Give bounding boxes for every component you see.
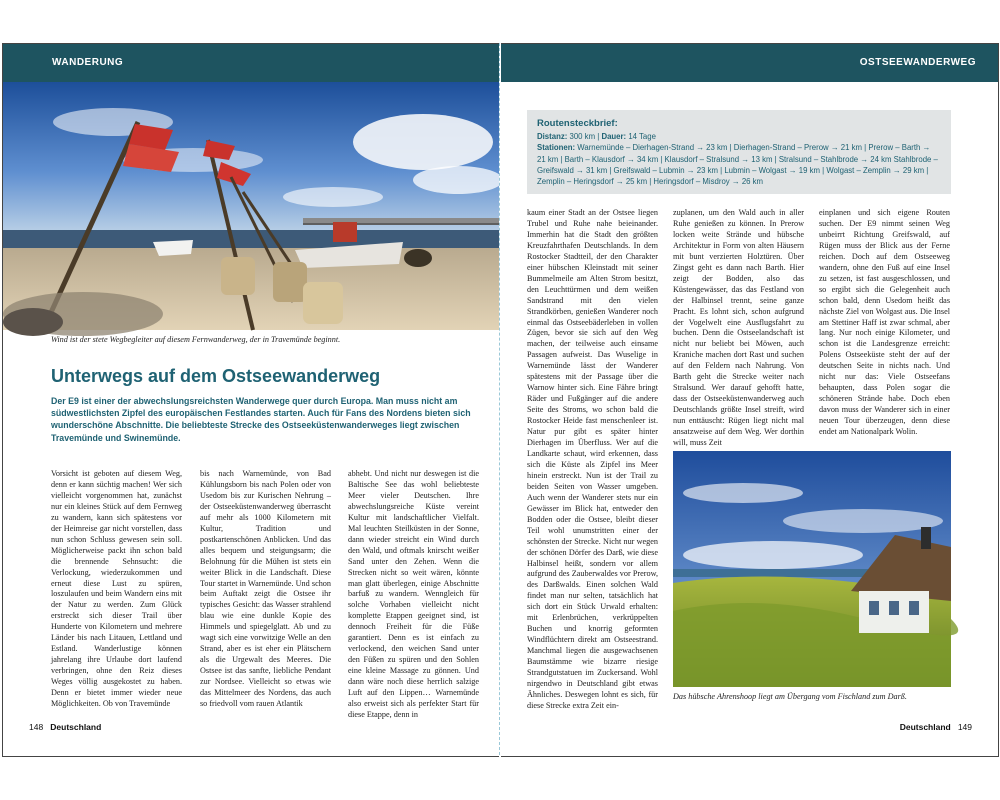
left-text-column-2: bis nach Warnemünde, von Bad Kühlungsborn bis nach Polen oder von Usedom bis zur Kurischen Nehrung – der Ostseeküstenwanderweg überrascht auf mehr als 1000 Kilometern mit Kultur, Tradition und postkartenschönen Anblicken. Und das alles bequem und steigungsarm; die Belohnung für die Mühen ist stets ein weiter Blick in die Landschaft. Diese Tour startet in Warnemünde. Und schon beim Auftakt zeigt die Ostsee ihr typisches Gesicht: das Wasser strahlend blau wie eine dunkle Kopie des Himmels und spiegelglatt. Ab und zu wagt sich eine vorwitzige Welle an den Strand, aber es ist eher ein Plätschern als die Urgewalt des Meeres. Die Ostsee ist das sanfte, liebliche Pendant zur Nordsee. Vielleicht so etwas wie das Mittelmeer des Nordens, das auch so friedvoll vom rauen Atlantik — [200, 469, 331, 709]
section-label: WANDERUNG — [52, 57, 124, 68]
left-page — [2, 43, 499, 757]
right-text-column-1: kaum einer Stadt an der Ostsee liegen Trubel und Ruhe nahe beieinander. Immerhin hat die Stadt den größten Kreuzfahrthafen Deutschlands. In dem Rostocker Stadtteil, der den Charakter einer hübschen Kleinstadt mit seiner Bummelmeile am Alten Strom besitzt, den Leuchttürmen und dem weißen Sandstrand mit den vielen Strandkörben, genießen Wanderer noch einmal das Ostseebäderleben in vollen Zügen, bevor sie sich auf den Weg machen, der teilweise auch einsame Passagen aufweist. Das Wuselige in Warnemünde lässt der Wanderer spätestens mit der Passage über die Warnow hinter sich. Eine Fähre bringt Räder und Fußgänger auf die andere Seite des Stroms, wo schon bald die Rostocker Heide fast menschenleer ist. Natur pur gibt es später hinter Dierhagen im Überfluss. Wer auf die Landkarte schaut, wird erkennen, dass sich die Küste als Zipfel ins Meer hinein erstreckt. Nun ist der Trail zu beiden Seiten von Wasser umgeben. Auch wenn der Wanderer stets nur ein Gewässer im Blick hat, entweder den Bodden oder die Ostsee, bleibt dieser Teil wohl unumstritten einer der schönsten der Strecke. Nicht nur wegen der schönen Dörfer des Darß, wie diese Halbinsel heißt, sondern vor allem aufgrund des Zauberwaldes vor Prerow, des Darßwalds. Einen solchen Wald findet man nur selten, tatsächlich hat sich dort ein Stück Urwald erhalten: mit Erlenbrüchen, verkrüppelten Buchen und knorrig geformten Windflüchtern direkt am Ostseestrand. Manchmal liegen die ausgewachsenen Baumstämme wie bizarre riesige Strandgutstatuen im Zuckersand. Wohl nirgendwo in Deutschland gibt etwas Ähnliches. Deswegen lohnt es sich, für diese Strecke extra Zeit ein- — [527, 208, 658, 710]
right-footer-label: Deutschland — [899, 722, 951, 732]
right-text-column-2: zuplanen, um den Wald auch in aller Ruhe genießen zu können. In Prerow locken weite Strände und hübsche Architektur in Form von alten Häusern mit bunt verzierten Holztüren. Über Zingst geht es dann nach Barth. Hier zeigt der Bodden, also das Küstengewässer, das das Festland von der Halbinsel trennt, seine ganze Pracht. Es lohnt sich, schon aufgrund der Vogelwelt eine Ausflugsfahrt zu buchen. Denn die Ostseelandschaft ist nicht nur beliebt bei Möwen, auch Kraniche machen dort Rast und suchen auf den Feldern nach Nahrung. Von Barth geht die Strecke weiter nach Stralsund. Wer darauf gehofft hatte, dass der Ostseeküstenwanderweg auch Deutschlands größte Insel streift, wird nun enttäuscht: Rügen liegt nicht mal ansatzweise auf dem Weg. Wer dorthin will, muss Zeit — [673, 208, 804, 448]
right-page — [501, 43, 999, 757]
left-page-number: 148 — [29, 722, 44, 732]
left-folio — [29, 722, 101, 732]
infobox-stations: Stationen: Warnemünde – Dierhagen-Strand → 23 km | Dierhagen-Strand – Prerow → 21 km | Prerow – Barth → 21 km | Barth – Klausdorf → 34 km | Klausdorf – Stralsund → 13 km | Stralsund – Stahlbrode → 24 km Stahlbrode – Greifswald → 31 km | Greifswald – Lubmin → 23 km | Lubmin – Wolgast → 19 km | Wolgast – Zemplin → 29 km | Zemplin – Heringsdorf → 25 km | Heringsdorf – Misdroy → 26 km — [537, 143, 938, 187]
left-footer-label: Deutschland — [50, 722, 102, 732]
right-page-number: 149 — [957, 722, 972, 732]
beach-flags-photo — [3, 82, 499, 330]
right-header-band — [501, 44, 998, 82]
left-text-column-1: Vorsicht ist geboten auf diesem Weg, denn er kann süchtig machen! Wer sich vielleicht vorgenommen hat, zunächst nur ein kleines Stück auf dem Fernweg zu wandern, kann sich spätestens vor der Heimreise gar nicht vorstellen, dass nun schon Schluss gewesen sein soll. Möglicherweise packt ihn schon bald die brennende Sehnsucht: die Verlockung, wiederzukommen und erneut diese Lust zu spüren, loszulaufen und beim Wandern eins mit der Natur zu werden. Zum Glück erstreckt sich dieser Trail über Hunderte von Kilometern und mehrere Länder bis nach Litauen, Lettland und Estland. Wanderlustige können jahrelang ihre Urlaube dort laufend verbringen, ohne den Reiz dieses Weges völlig ausgekostet zu haben. Denn er bietet immer wieder neue Möglichkeiten. Ob von Travemünde — [51, 469, 182, 709]
right-folio — [900, 722, 972, 732]
article-lead: Der E9 ist einer der abwechslungsreichsten Wanderwege quer durch Europa. Man muss nicht am südwestlichsten Zipfel des europäischen Festlandes starten. Auch für Fans des Nordens bieten sich wunderschöne Abschnitte. Die beliebteste Strecke des Ostseeküstenwanderweges liegt zwischen Travemünde und Swinemünde. — [51, 396, 471, 443]
article-headline: Unterwegs auf dem Ostseewanderweg — [51, 366, 381, 386]
page-gutter — [499, 43, 500, 755]
infobox-distance-line: Distanz: 300 km | Dauer: 14 Tage — [537, 132, 656, 141]
right-photo-caption: Das hübsche Ahrenshoop liegt am Übergang vom Fischland zum Darß. — [673, 692, 907, 701]
route-infobox — [527, 110, 951, 194]
right-text-column-3: einplanen und sich eigene Routen suchen. Der E9 nimmt seinen Weg unbeirrt Richtung Greifswald, auf Rügen muss der Blick aus der Ferne reichen. Doch auf dem Ostseeweg wandern, ohne den Fuß auf eine Insel zu setzen, ist fast ausgeschlossen, und so ergibt sich die Gelegenheit auch schon bald, denn Usedom heißt das nächste Ziel von Wolgast aus. Die Insel am Stettiner Haff ist zwar schmal, aber lang. Nur noch einige Kilometer, und schon ist die Landesgrenze erreicht: Polens Ostseeküste steht der auf der deutschen Seite in nichts nach. Und nicht nur das: Viele Ostseefans behaupten, dass Polen sogar die schöneren Strände habe. Doch eben davon muss der Wanderer sich in einer neuen Tour überzeugen, denn diese endet am Nationalpark Wolin. — [819, 208, 950, 437]
section-label-right: OSTSEEWANDERWEG — [859, 57, 976, 68]
left-photo-caption: Wind ist der stete Wegbegleiter auf diesem Fernwanderweg, der in Travemünde beginnt. — [51, 335, 341, 344]
left-text-column-3: abhebt. Und nicht nur deswegen ist die Baltische See das wohl beliebteste Meer vieler Deutschen. Ihre abwechslungsreiche Küste vereint Kultur mit landschaftlicher Vielfalt. Mal leuchten Steilküsten in der Sonne, dann wieder streicht ein Wind durch den Wald, und oftmals knirscht weißer Sand unter den Zehen. Wenn die Strecken nicht so weit wären, könnte man glatt überlegen, einige Abschnitte barfuß zu wandern. Wenngleich für solche Vorhaben vielleicht nicht komplette Etappen geeignet sind, ist dennoch Freiheit für die Füße garantiert. Denn es ist einfach zu verlockend, den weichen Sand unter den Füßen zu spüren und den Sohlen eine kleine Massage zu gönnen. Und dann wäre noch diese herrlich salzige Luft auf den Lippen… Warnemünde also erweist sich als perfekter Start für diese Etappe, denn in — [348, 469, 479, 719]
ahrenshoop-house-photo — [673, 451, 951, 687]
infobox-title: Routensteckbrief: — [537, 118, 618, 129]
left-header-band — [3, 44, 499, 82]
